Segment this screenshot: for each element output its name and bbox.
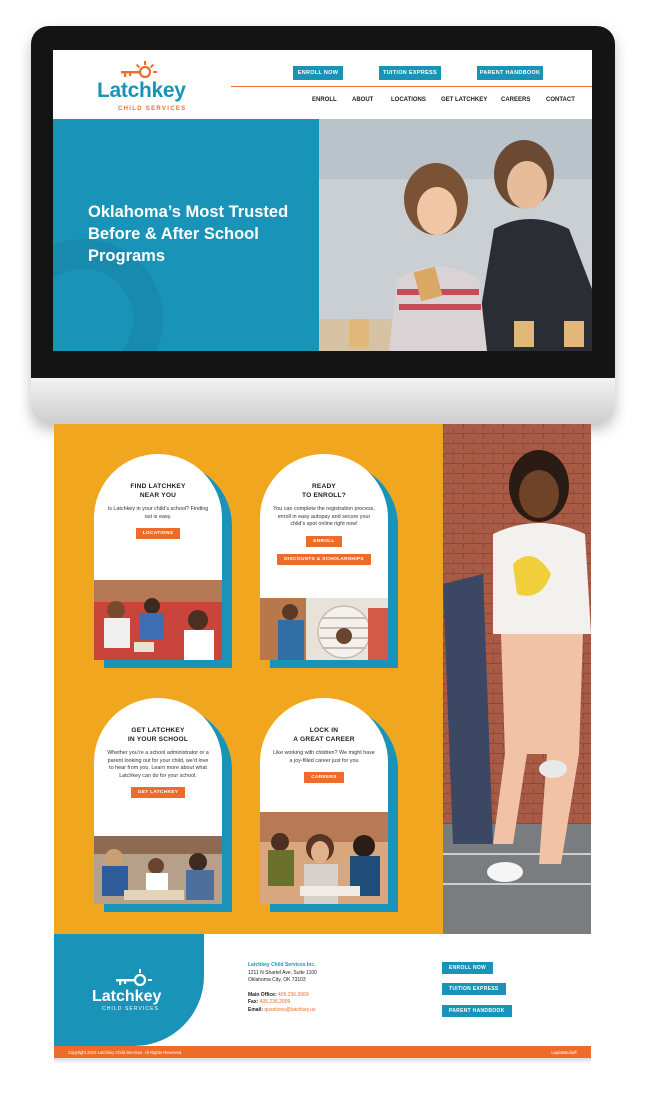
card-face: [94, 698, 222, 904]
card-photo: [94, 836, 222, 904]
card-text: Like working with children? We might have a joy-filled career just for you: [273, 750, 375, 764]
locations-button[interactable]: LOCATIONS: [136, 528, 181, 539]
card-face: [94, 454, 222, 660]
company-name: Latchkey Child Services Inc.: [248, 962, 316, 968]
card-photo-illustration: [94, 580, 222, 660]
footer-contact-info: [248, 962, 317, 1015]
hero-title: Oklahoma’s Most Trusted Before & After School Programs: [88, 203, 289, 265]
monitor-frame: [31, 26, 615, 424]
footer-logo-panel[interactable]: [54, 934, 204, 1046]
card-face: [260, 698, 388, 904]
tuition-express-button[interactable]: TUITION EXPRESS: [379, 66, 441, 80]
hero-text-panel: [53, 119, 319, 351]
hero-photo: [319, 119, 592, 351]
card-ready-to-enroll: [260, 454, 388, 660]
monitor-chin: [31, 378, 615, 424]
page-shadow: [54, 1058, 591, 1064]
card-photo: [94, 580, 222, 660]
monitor-screen: [53, 50, 592, 351]
card-get-latchkey: [94, 698, 222, 904]
side-photo: [443, 424, 591, 934]
nav-about[interactable]: ABOUT: [352, 97, 374, 103]
enroll-now-button[interactable]: ENROLL NOW: [293, 66, 343, 80]
agency-credit[interactable]: LiquidMedia®: [551, 1049, 577, 1055]
hero-section: [53, 119, 592, 351]
logo-subtitle: CHILD SERVICES: [118, 106, 187, 112]
email-label: Email:: [248, 1006, 264, 1013]
card-photo-illustration: [260, 598, 388, 660]
fax-number: 405.236.2009: [259, 999, 291, 1006]
footer-enroll-now-button[interactable]: ENROLL NOW: [442, 962, 493, 974]
top-button-group: [293, 66, 583, 80]
address-line-1: 1211 N Shartel Ave, Suite 1100: [248, 969, 317, 976]
email-link[interactable]: questions@latchkey.us: [264, 1006, 316, 1013]
card-text: You can complete the registration process, enroll in easy autopay and secure your child’s spot online right now!: [273, 506, 375, 528]
card-text: Whether you’re a school administrator or a parent looking out for your child, we’d love to hear from you. Learn more about what Latchkey can do for your school.: [107, 750, 209, 779]
parent-handbook-button[interactable]: PARENT HANDBOOK: [477, 66, 543, 80]
nav-get-latchkey[interactable]: GET LATCHKEY: [441, 97, 488, 103]
site-logo[interactable]: [97, 60, 197, 112]
nav-locations[interactable]: LOCATIONS: [391, 97, 426, 103]
site-header: [53, 50, 592, 119]
enroll-button[interactable]: ENROLL: [306, 536, 342, 547]
cards-section: [54, 424, 443, 934]
site-footer: [54, 934, 591, 1046]
hero-photo-illustration: [319, 119, 592, 351]
card-photo: [260, 812, 388, 904]
card-title: LOCK IN A GREAT CAREER: [293, 727, 355, 743]
logo-wordmark: Latchkey: [97, 79, 186, 102]
fax-label: Fax:: [248, 999, 259, 1006]
main-office-label: Main Office:: [248, 991, 277, 998]
discounts-scholarships-button[interactable]: DISCOUNTS & SCHOLARSHIPS: [277, 554, 371, 565]
copyright-text: Copyright 2023 Latchkey Child Services. All Rights Reserved.: [68, 1049, 183, 1055]
monitor-bezel: [31, 26, 615, 378]
address-line-2: Oklahoma City, OK 73103: [248, 977, 306, 984]
side-photo-illustration: [443, 424, 591, 934]
card-title: FIND LATCHKEY NEAR YOU: [130, 483, 186, 499]
card-text: Is Latchkey in your child’s school? Finding out is easy.: [107, 506, 209, 520]
footer-tuition-express-button[interactable]: TUITION EXPRESS: [442, 983, 506, 995]
card-find-latchkey: [94, 454, 222, 660]
card-lock-in-career: [260, 698, 388, 904]
nav-careers[interactable]: CAREERS: [501, 97, 531, 103]
card-face: [260, 454, 388, 660]
footer-parent-handbook-button[interactable]: PARENT HANDBOOK: [442, 1005, 512, 1017]
nav-enroll[interactable]: ENROLL: [312, 97, 337, 103]
nav-contact[interactable]: CONTACT: [546, 97, 575, 103]
careers-button[interactable]: CAREERS: [304, 772, 344, 783]
card-photo-illustration: [260, 812, 388, 904]
card-title: GET LATCHKEY IN YOUR SCHOOL: [127, 727, 189, 743]
footer-logo-wordmark: Latchkey: [92, 988, 162, 1005]
main-office-phone[interactable]: 405.236.2069: [278, 991, 309, 998]
card-photo: [260, 598, 388, 660]
card-photo-illustration: [94, 836, 222, 904]
footer-logo-subtitle: CHILD SERVICES: [102, 1006, 159, 1012]
header-divider: [231, 86, 592, 87]
get-latchkey-button[interactable]: GET LATCHKEY: [131, 787, 186, 798]
copyright-bar: [54, 1046, 591, 1058]
key-sun-icon: [114, 968, 154, 990]
card-title: READY TO ENROLL?: [301, 483, 346, 499]
